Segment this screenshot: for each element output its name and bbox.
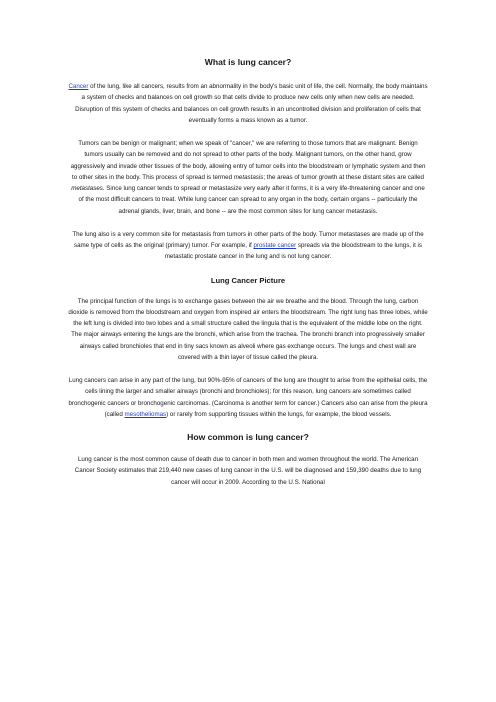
document-page <box>68 56 428 500</box>
mesotheliomas-link[interactable]: mesotheliomas <box>124 410 167 418</box>
paragraph-text: spreads via the bloodstream to the lungs, it is metastatic prostate cancer in the lung and is not lung cancer. <box>164 242 423 261</box>
paragraph-how-common: Lung cancer is the most common cause of death due to cancer in both men and women throughout the world. The American Cancer Society estimates that 219,440 new cases of lung cancer in the U.S. will be diagnosed and 159,390 deaths due to lung cancer will occur in 2009. According to the U.S. National <box>74 456 422 486</box>
term-metastasis: metastasis <box>233 173 264 181</box>
paragraph-text: Tumors can be benign or malignant; when we speak of "cancer," we are referring to those tumors that are malignant. Benign tumors usually can be removed and do not spread to other parts of the body. Malignant tumors, on the other hand, grow aggressively and invade other tissues of the body, allowing entry of tumor cells into the bloodstream or lymphatic system and then to other sites in the body. This process of spread is termed <box>70 140 426 181</box>
paragraph-cancer-intro <box>68 81 428 126</box>
heading-how-common: How common is lung cancer? <box>187 432 309 442</box>
cancer-link[interactable]: Cancer <box>68 83 89 90</box>
paragraph-lung-cancer-origin <box>68 375 428 420</box>
page-title: What is lung cancer? <box>204 57 292 67</box>
paragraph-lung-function: The principal function of the lungs is to exchange gases between the air we breathe and the blood. Through the lung, carbon dioxide is removed from the bloodstream and oxygen from inspired air enters the bloodstream. The right lung has three lobes, while the left lung is divided into two lobes and a small structure called the lingula that is the equivalent of the middle lobe on the right. The major airways entering the lungs are the bronchi, which arise from the trachea. The bronchi branch into progressively smaller airways called bronchioles that end in tiny sacs known as alveoli where gas exchange occurs. The lungs and chest wall are covered with a thin layer of tissue called the pleura. <box>68 297 428 361</box>
paragraph-tumors <box>68 138 428 217</box>
paragraph-text: of the lung, like all cancers, results from an abnormality in the body's basic unit of life, the cell. Normally, the body maintains a system of checks and balances on cell growth so that cells divide to produce new cells only when new cells are needed. Disruption of this system of checks and balances on cell growth results in an uncontrolled division and proliferation of cells that eventually forms a mass known as a tumor. <box>75 83 428 124</box>
paragraph-metastasis-site <box>68 229 428 263</box>
prostate-cancer-link[interactable]: prostate cancer <box>253 242 297 249</box>
paragraph-text: The lung also is a very common site for metastasis from tumors in other parts of the body. Tumor metastases are made up of the same type of cells as the original (primary) tumor. For example, if <box>72 230 424 249</box>
paragraph-text: Lung cancers can arise in any part of the lung, but 90%-95% of cancers of the lung are thought to arise from the epithelial cells, the cells lining the larger and smaller airways (bronchi and bronchioles); for this reason, lung cancers are sometimes called bronchogenic cancers or bronchogenic carcinomas. (Carcinoma is another term for cancer.) Cancers also can arise from the pleura (called <box>68 377 428 418</box>
heading-lung-cancer-picture: Lung Cancer Picture <box>210 275 286 285</box>
paragraph-text: . Since lung cancer tends to spread or metastasize very early after it forms, it is a very life-threatening cancer and one of the most difficult cancers to treat. While lung cancer can spread to any organ in the body, certain organs -- particularly the adrenal glands, liver, brain, and bone -- are the most common sites for lung cancer metastasis. <box>78 185 425 215</box>
paragraph-text: ; the areas of tumor growth at these distant sites are called <box>263 173 424 181</box>
paragraph-text: ) or rarely from supporting tissues within the lungs, for example, the blood vessels. <box>166 410 392 418</box>
term-metastases: metastases <box>71 185 103 192</box>
